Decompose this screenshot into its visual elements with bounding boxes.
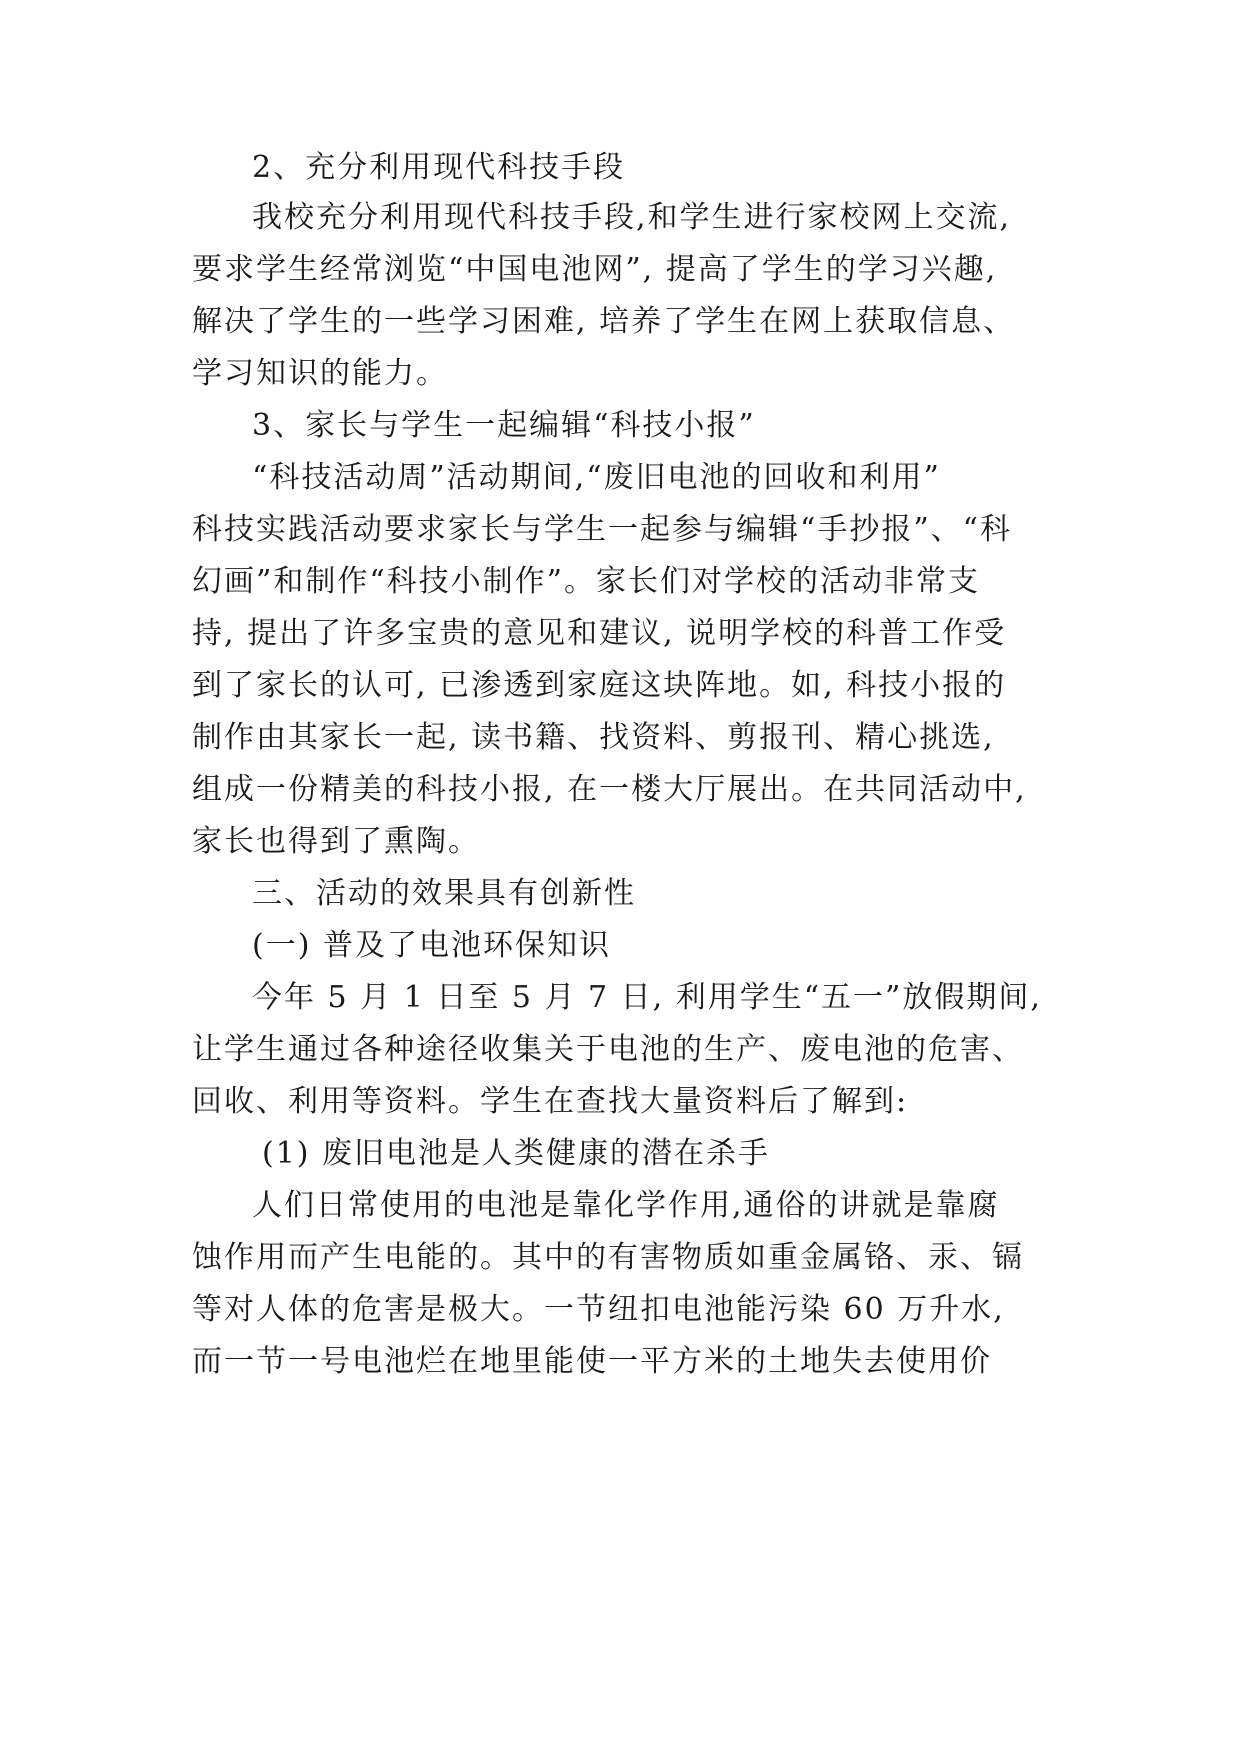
paragraph-line: 学习知识的能力。 [192,356,448,391]
paragraph-line: 要求学生经常浏览“中国电池网”, 提高了学生的学习兴趣, [192,252,998,287]
paragraph-line: “科技活动周”活动期间,“废旧电池的回收和利用” [252,460,941,495]
paragraph-line: 解决了学生的一些学习困难, 培养了学生在网上获取信息、 [192,304,1016,339]
paragraph-line: 等对人体的危害是极大。一节纽扣电池能污染 60 万升水, [192,1292,1005,1327]
paragraph-line: 组成一份精美的科技小报, 在一楼大厅展出。在共同活动中, [192,772,1027,807]
paragraph-line: 让学生通过各种途径收集关于电池的生产、废电池的危害、 [192,1032,1024,1067]
paragraph-line: 幻画”和制作“科技小制作”。家长们对学校的活动非常支 [192,564,981,599]
list-item-heading: (1) 废旧电池是人类健康的潜在杀手 [262,1136,771,1171]
paragraph-line: 蚀作用而产生电能的。其中的有害物质如重金属铬、汞、镉 [192,1240,1024,1275]
subsection-heading: (一) 普及了电池环保知识 [252,928,611,963]
section-heading-innovation: 三、活动的效果具有创新性 [252,876,636,911]
paragraph-line: 而一节一号电池烂在地里能使一平方米的土地失去使用价 [192,1344,992,1379]
paragraph-line: 今年 5 月 1 日至 5 月 7 日, 利用学生“五一”放假期间, [252,980,1042,1015]
heading-3-parents-students: 3、家长与学生一起编辑“科技小报” [252,408,756,443]
paragraph-line: 科技实践活动要求家长与学生一起参与编辑“手抄报”、“科 [192,512,1013,547]
paragraph-line: 到了家长的认可, 已渗透到家庭这块阵地。如, 科技小报的 [192,668,1007,703]
heading-2-modern-tech: 2、充分利用现代科技手段 [252,150,626,185]
paragraph-line: 我校充分利用现代科技手段,和学生进行家校网上交流, [252,200,1012,235]
paragraph-line: 制作由其家长一起, 读书籍、找资料、剪报刊、精心挑选, [192,720,995,755]
paragraph-line: 持, 提出了许多宝贵的意见和建议, 说明学校的科普工作受 [192,616,1007,651]
paragraph-line: 家长也得到了熏陶。 [192,824,480,859]
paragraph-line: 人们日常使用的电池是靠化学作用,通俗的讲就是靠腐 [252,1188,1000,1223]
paragraph-line: 回收、利用等资料。学生在查找大量资料后了解到: [192,1084,909,1119]
